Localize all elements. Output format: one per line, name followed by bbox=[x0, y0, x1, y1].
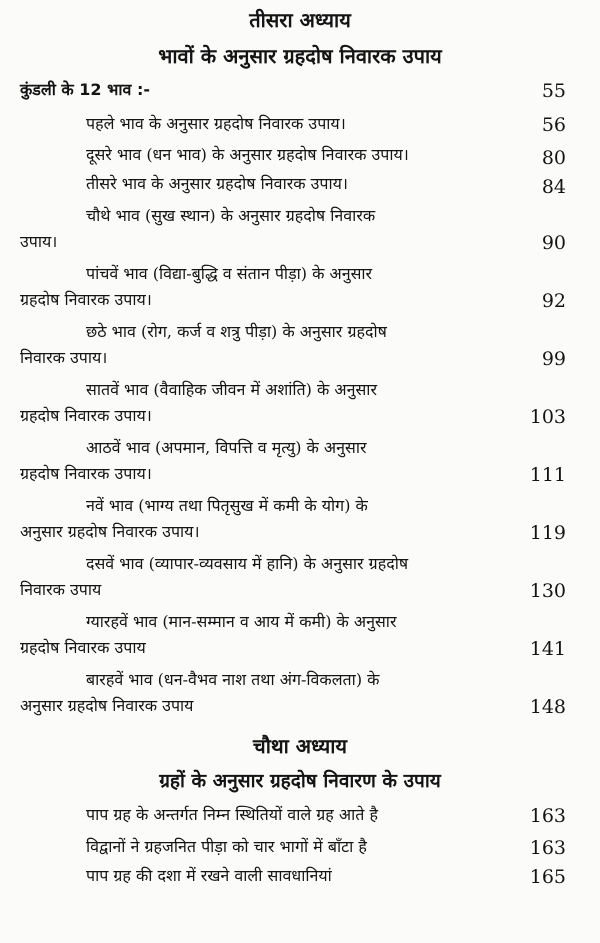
chapter-4-subtitle: ग्रहों के अनुसार ग्रहदोष निवारण के उपाय bbox=[159, 770, 441, 792]
entry-line-2: निवारक उपाय bbox=[20, 580, 102, 599]
entry-line-1: पहले भाव के अनुसार ग्रहदोष निवारक उपाय। bbox=[86, 114, 346, 133]
entry-line-1: नवें भाव (भाग्य तथा पितृसुख में कमी के योग) के bbox=[86, 496, 368, 515]
page-number: 130 bbox=[529, 580, 566, 602]
entry-text: पाप ग्रह के अन्तर्गत निम्न स्थितियों वाले ग्रह आते है bbox=[86, 805, 378, 824]
entry-line-2: ग्रहदोष निवारक उपाय bbox=[20, 638, 146, 657]
entry-line-1: बारहवें भाव (धन-वैभव नाश तथा अंग-विकलता) के bbox=[86, 670, 380, 689]
entry-line-1: आठवें भाव (अपमान, विपत्ति व मृत्यु) के अनुसार bbox=[86, 438, 367, 457]
entry-text: विद्वानों ने ग्रहजनित पीड़ा को चार भागों में बाँटा है bbox=[86, 837, 367, 856]
page-number: 56 bbox=[541, 114, 566, 136]
entry-line-1: ग्यारहवें भाव (मान-सम्मान व आय में कमी) के अनुसार bbox=[86, 612, 397, 631]
entry-line-2: ग्रहदोष निवारक उपाय। bbox=[20, 406, 152, 425]
entry-line-2: उपाय। bbox=[20, 232, 58, 251]
entry-text: पाप ग्रह की दशा में रखने वाली सावधानियां bbox=[86, 866, 332, 885]
page-number: 163 bbox=[529, 805, 566, 827]
page-number: 141 bbox=[529, 638, 566, 660]
chapter-3-subtitle: भावों के अनुसार ग्रहदोष निवारक उपाय bbox=[158, 44, 442, 68]
entry-line-1: पांचवें भाव (विद्या-बुद्धि व संतान पीड़ा) के अनुसार bbox=[86, 264, 373, 283]
entry-line-2: अनुसार ग्रहदोष निवारक उपाय। bbox=[20, 522, 200, 541]
page-number: 99 bbox=[541, 348, 566, 370]
entry-line-1: तीसरे भाव के अनुसार ग्रहदोष निवारक उपाय। bbox=[86, 174, 348, 193]
page-number: 148 bbox=[529, 696, 566, 718]
entry-line-2: अनुसार ग्रहदोष निवारक उपाय bbox=[20, 696, 194, 715]
page-number: 80 bbox=[541, 147, 566, 169]
page-number: 92 bbox=[541, 290, 566, 312]
entry-line-1: दूसरे भाव (धन भाव) के अनुसार ग्रहदोष निवारक उपाय। bbox=[86, 145, 409, 164]
chapter-3-title: तीसरा अध्याय bbox=[249, 8, 351, 32]
page-number: 163 bbox=[529, 837, 566, 859]
page-number: 90 bbox=[541, 232, 566, 254]
page-number: 165 bbox=[529, 866, 566, 888]
entry-line-1: चौथे भाव (सुख स्थान) के अनुसार ग्रहदोष निवारक bbox=[86, 206, 376, 225]
chapter-4-title: चौथा अध्याय bbox=[253, 734, 347, 758]
entry-line-1: छठे भाव (रोग, कर्ज व शत्रु पीड़ा) के अनुसार ग्रहदोष bbox=[86, 322, 387, 341]
page-number: 119 bbox=[529, 522, 566, 544]
entry-line-1: दसवें भाव (व्यापार-व्यवसाय में हानि) के अनुसार ग्रहदोष bbox=[86, 554, 409, 573]
entry-line-1: सातवें भाव (वैवाहिक जीवन में अशांति) के अनुसार bbox=[86, 380, 377, 399]
page-number: 55 bbox=[541, 80, 566, 102]
page-number: 111 bbox=[529, 464, 566, 486]
section-heading: कुंडली के 12 भाव :- bbox=[20, 80, 151, 99]
entry-line-2: ग्रहदोष निवारक उपाय। bbox=[20, 464, 152, 483]
page-number: 84 bbox=[541, 176, 566, 198]
page-number: 103 bbox=[529, 406, 566, 428]
entry-line-2: ग्रहदोष निवारक उपाय। bbox=[20, 290, 152, 309]
entry-line-2: निवारक उपाय। bbox=[20, 348, 108, 367]
